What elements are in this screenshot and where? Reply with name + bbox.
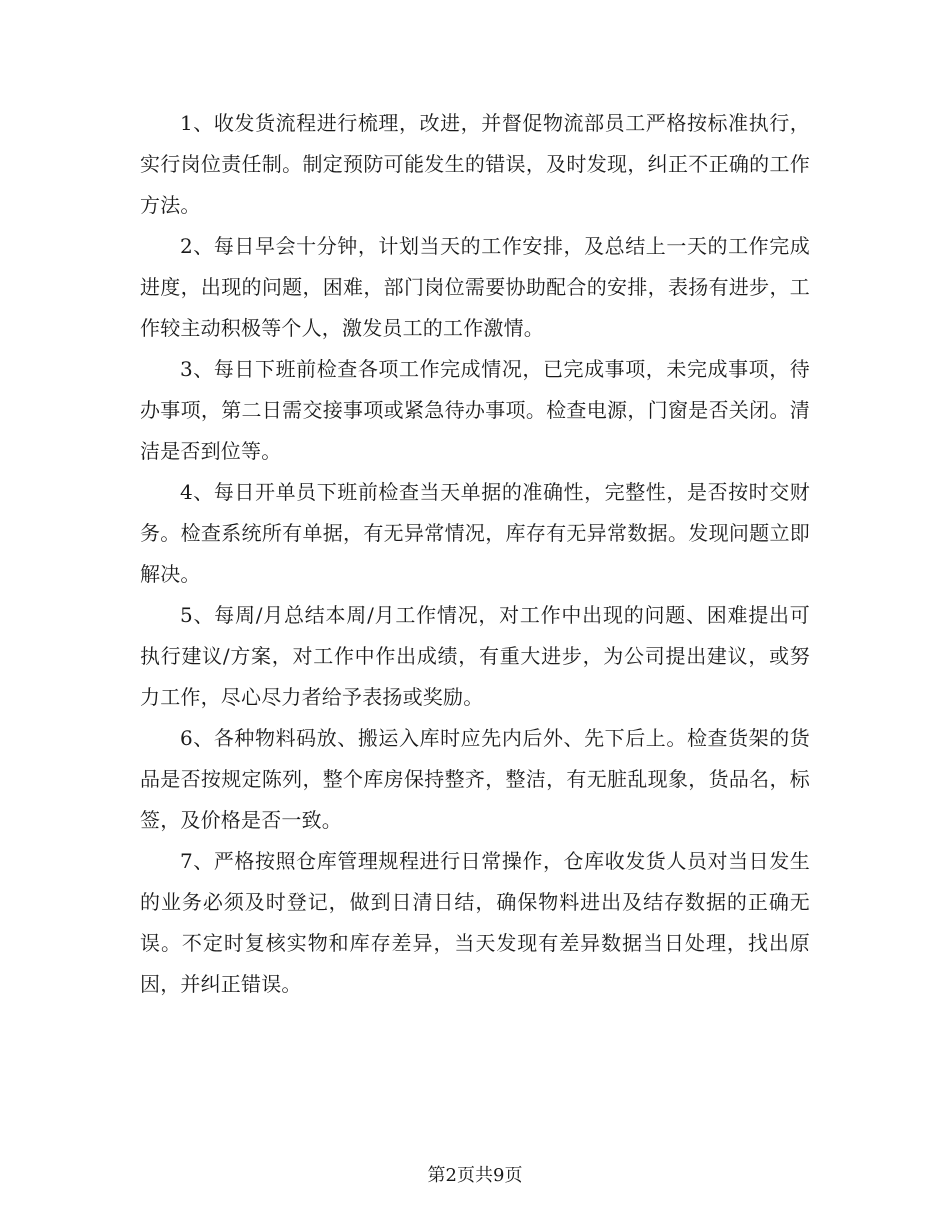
paragraph-4: 4、每日开单员下班前检查当天单据的准确性，完整性，是否按时交财务。检查系统所有单据，有无异常情况，库存有无异常数据。发现问题立即解决。 bbox=[140, 480, 810, 586]
paragraph-2: 2、每日早会十分钟，计划当天的工作安排，及总结上一天的工作完成进度，出现的问题，困难，部门岗位需要协助配合的安排，表扬有进步，工作较主动积极等个人，激发员工的工作激情。 bbox=[140, 234, 810, 340]
page-number-footer: 第2页共9页 bbox=[427, 1165, 523, 1186]
paragraph-5: 5、每周/月总结本周/月工作情况，对工作中出现的问题、困难提出可执行建议/方案，对工作中作出成绩，有重大进步，为公司提出建议，或努力工作，尽心尽力者给予表扬或奖励。 bbox=[140, 603, 810, 709]
paragraph-7: 7、严格按照仓库管理规程进行日常操作，仓库收发货人员对当日发生的业务必须及时登记，做到日清日结，确保物料进出及结存数据的正确无误。不定时复核实物和库存差异，当天发现有差异数据当日处理，找出原因，并纠正错误。 bbox=[140, 849, 810, 996]
paragraph-3: 3、每日下班前检查各项工作完成情况，已完成事项，未完成事项，待办事项，第二日需交接事项或紧急待办事项。检查电源，门窗是否关闭。清洁是否到位等。 bbox=[140, 357, 810, 463]
document-body bbox=[140, 103, 810, 1005]
paragraph-6: 6、各种物料码放、搬运入库时应先内后外、先下后上。检查货架的货品是否按规定陈列，整个库房保持整齐，整洁，有无脏乱现象，货品名，标签，及价格是否一致。 bbox=[140, 726, 810, 832]
paragraph-1: 1、收发货流程进行梳理，改进，并督促物流部员工严格按标准执行，实行岗位责任制。制定预防可能发生的错误，及时发现，纠正不正确的工作方法。 bbox=[140, 111, 810, 217]
